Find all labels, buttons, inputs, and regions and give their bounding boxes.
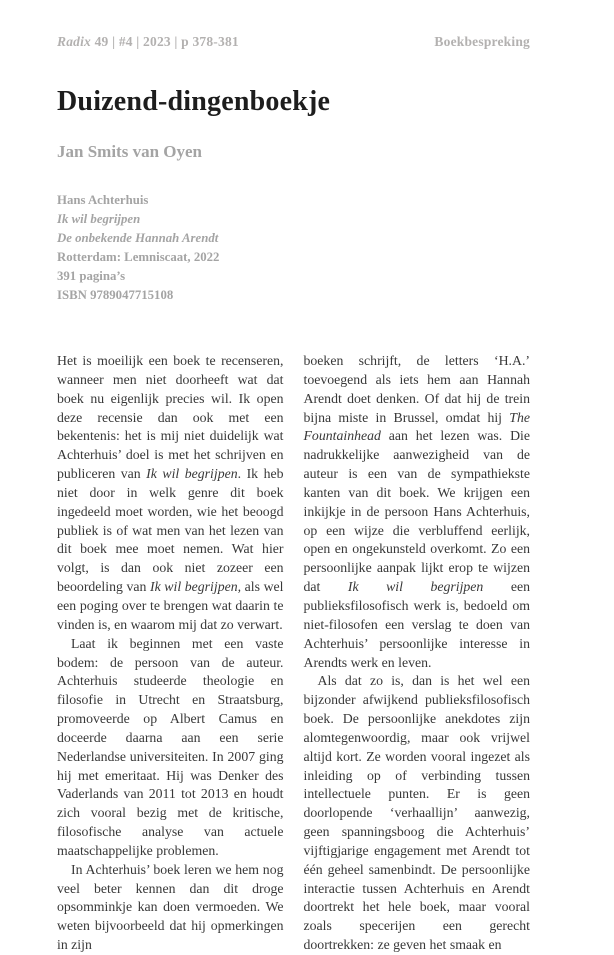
book-title-inline: The Fountainhead: [303, 409, 530, 444]
book-title-inline: Ik wil begrijpen: [347, 579, 484, 595]
book-info: [57, 191, 219, 305]
paragraph: [57, 352, 284, 635]
page-header: [57, 34, 530, 50]
text-segment: boeken schrijft, de letters ‘H.A.’ toevoegend als iets hem aan Hannah Arendt doet denken. Of dat hij de trein bijna miste in Brussel, omdat hij: [303, 353, 530, 425]
text-segment: aan het lezen was. Die nadrukkelijke aanwezigheid van de auteur is een van de sympathiekste kanten van dit boek. We krijgen een inkijkje in de persoon Hans Achterhuis, op een wijze die verbluffend eerlijk, open en ongekunsteld overkomt. Zo een persoonlijke aanpak lijkt erop te wijzen dat: [303, 428, 530, 595]
book-info-line: Ik wil begrijpen: [57, 212, 141, 226]
book-info-line: De onbekende Hannah Arendt: [57, 231, 219, 245]
paragraph: [57, 861, 284, 955]
text-segment: Laat ik beginnen met een vaste bodem: de persoon van de auteur. Achterhuis studeerde theologie en filosofie in Utrecht en Straatsburg, promoveerde op Albert Camus en doceerde daarna aan een serie Nederlandse universiteiten. In 2007 ging hij met emeritaat. Hij was Denker des Vaderlands van 2011 tot 2013 en houdt zich vooral bezig met de kritische, filosofische analyse van actuele maatschappelijke problemen.: [57, 635, 284, 858]
text-segment: een publieksfilosofisch werk is, bedoeld om niet-filosofen een verslag te doen van Achterhuis’ persoonlijke interesse in Arendts werk en leven.: [303, 579, 530, 670]
text-segment: . Ik heb niet door in welk genre dit boek ingedeeld moet worden, wie het beoogd publiek is of wat men van het lezen van dit boek mee moet nemen. Wat hier volgt, is dan ook niet zozeer een beoordeling van: [57, 466, 284, 595]
paragraph: [57, 635, 284, 861]
book-title-inline: Ik wil begrijpen: [146, 466, 238, 482]
text-segment: Het is moeilijk een boek te recenseren, wanneer men niet doorheeft wat dat boek nu eigenlijk precies wil. Ik open deze recensie dan ook met een bekentenis: het is mij niet duidelijk wat Achterhuis’ doel is met het schrijven en publiceren van: [57, 353, 284, 482]
book-title-inline: Ik wil begrijpen,: [150, 579, 242, 595]
journal-issue-text: 49 | #4 | 2023 | p 378-381: [94, 34, 239, 49]
article-author: Jan Smits van Oyen: [57, 142, 202, 161]
book-info-line: Rotterdam: Lemniscaat, 2022: [57, 250, 220, 264]
journal-issue-info: [95, 34, 239, 49]
section-label: Boekbespreking: [434, 34, 530, 49]
paragraph: [304, 672, 531, 955]
book-info-line: 391 pagina’s: [57, 269, 126, 283]
journal-name: Radix: [57, 34, 92, 49]
journal-reference: [57, 34, 239, 50]
left-column: [57, 352, 284, 955]
book-info-line: Hans Achterhuis: [57, 193, 149, 207]
body-columns: [57, 352, 530, 955]
right-column: [304, 352, 531, 955]
text-segment: Als dat zo is, dan is het wel een bijzonder afwijkend publieksfilosofisch boek. De persoonlijke anekdotes zijn alomtegenwoordig, maar ook vrijwel altijd kort. Ze worden vooral ingezet als inleiding op of verbinding tussen intellectuele punten. Er is geen doorlopende ‘verhaallijn’ aanwezig, geen spanningsboog die Achterhuis’ vijftigjarige engagement met Arendt tot één geheel samenbindt. De persoonlijke interactie tussen Achterhuis en Arendt doortrekt het hele boek, maar vooral zoals specerijen een gerecht doortrekken: ze geven het smaak en: [303, 673, 530, 953]
article-title: Duizend-dingenboekje: [57, 86, 331, 117]
text-segment: In Achterhuis’ boek leren we hem nog veel beter kennen dan dit droge opsomminkje kan doen vermoeden. We weten bijvoorbeeld dat hij opmerkingen in zijn: [57, 861, 284, 953]
book-info-line: ISBN 9789047715108: [57, 288, 174, 302]
paragraph: [304, 352, 531, 672]
text-segment: als wel een poging over te brengen wat daarin te vinden is, en waarom mij dat zo verwart.: [57, 579, 284, 632]
